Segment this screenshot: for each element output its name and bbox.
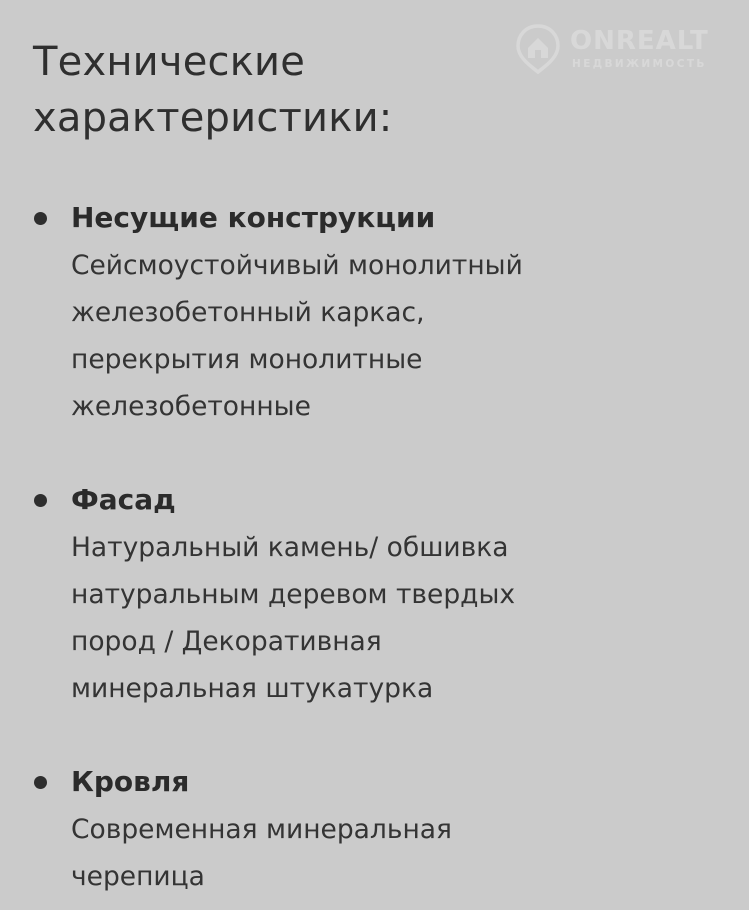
item-title: Фасад (71, 483, 176, 516)
description-line: железобетонные (71, 391, 311, 422)
item-title: Несущие конструкции (71, 201, 436, 234)
item-description (71, 242, 523, 430)
page-title-line-2: характеристики: (33, 95, 393, 141)
description-line: пород / Декоративная (71, 626, 382, 657)
description-line: перекрытия монолитные (71, 344, 423, 375)
page-title (33, 34, 392, 146)
watermark-logo (516, 24, 730, 74)
description-line: железобетонный каркас, (71, 297, 425, 328)
page-title-line-1: Технические (33, 39, 306, 85)
description-line: Натуральный камень/ обшивка (71, 532, 509, 563)
watermark-brand: ONREALT (570, 26, 709, 56)
house-pin-icon (516, 24, 560, 74)
item-description (71, 524, 515, 712)
bullet-dot (34, 212, 47, 225)
description-line: черепица (71, 861, 205, 892)
item-description (71, 806, 452, 900)
description-line: Сейсмоустойчивый монолитный (71, 250, 523, 281)
description-line: минеральная штукатурка (71, 673, 434, 704)
bullet-dot (34, 494, 47, 507)
watermark-subtitle: НЕДВИЖИМОСТЬ (572, 58, 707, 70)
description-line: натуральным деревом твердых (71, 579, 516, 610)
description-line: Современная минеральная (71, 814, 452, 845)
item-title: Кровля (71, 765, 190, 798)
bullet-dot (34, 776, 47, 789)
